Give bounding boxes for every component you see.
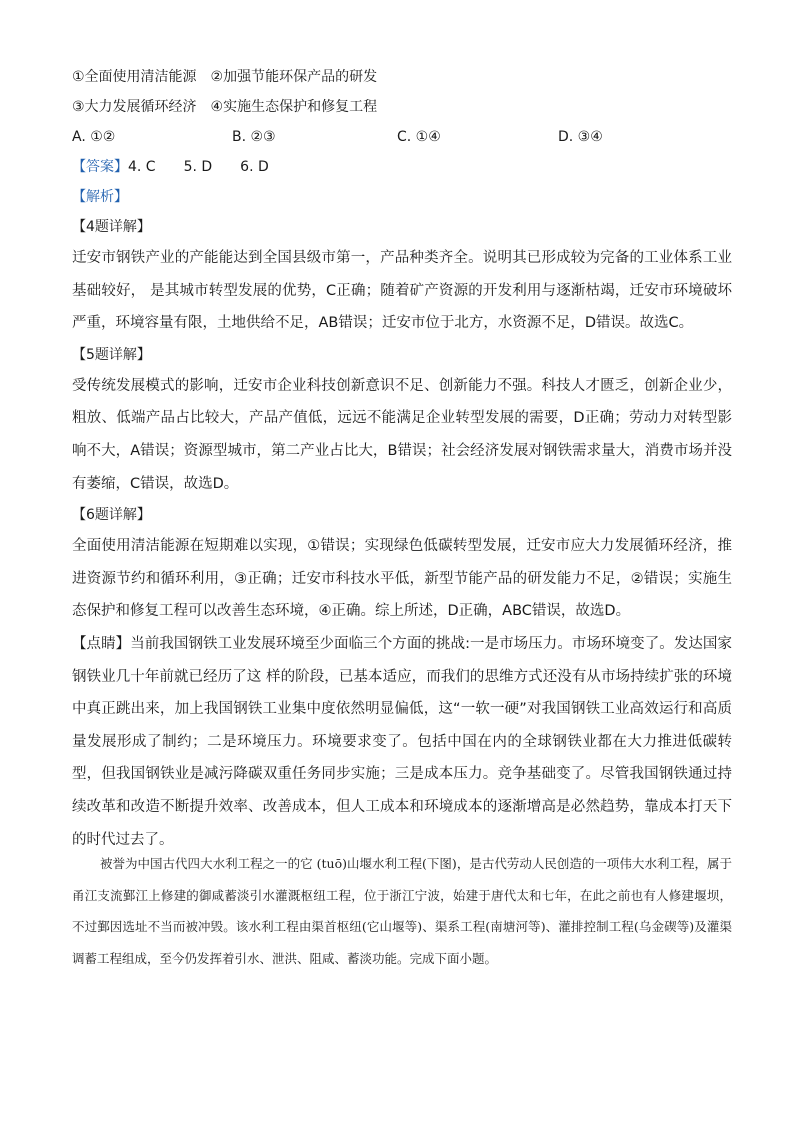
- choice-row-2: ③大力发展循环经济 ④实施生态保护和修复工程: [72, 99, 378, 115]
- note-tag: 【点睛】: [72, 635, 131, 652]
- option-b: B. ②③: [232, 129, 276, 145]
- choice-row-1: ①全面使用清洁能源 ②加强节能环保产品的研发: [72, 69, 378, 85]
- q6-heading: 【6题详解】: [72, 507, 151, 524]
- q4-heading: 【4题详解】: [72, 219, 151, 235]
- q6-explanation: 全面使用清洁能源在短期难以实现，①错误；实现绿色低碳转型发展，迁安市应大力发展循环经济，推进资源节约和循环利用，③正确；迁安市科技水平低，新型节能产品的研发能力不足，②错误；实施生态保护和修复工程可以改善生态环境，④正确。综上所述，D正确，ABC错误，故选D。: [72, 538, 732, 620]
- option-c: C. ①④: [397, 129, 441, 145]
- q5-heading: 【5题详解】: [72, 346, 151, 363]
- option-row: [72, 122, 732, 152]
- q4-explanation: 迁安市钢铁产业的产能能达到全国县级市第一，产品种类齐全。说明其已形成较为完备的工业体系工业基础较好， 是其城市转型发展的优势，C正确；随着矿产资源的开发利用与逐渐枯竭，迁安市环境破坏严重，环境容量有限，土地供给不足，AB错误；迁安市位于北方，水资源不足，D错误。故选C。: [72, 250, 732, 332]
- analysis-tag: 【解析】: [72, 189, 128, 205]
- answer-text: 4. C 5. D 6. D: [128, 159, 269, 175]
- document-body: [72, 62, 732, 856]
- answer-line: [72, 152, 732, 182]
- note-text: 当前我国钢铁工业发展环境至少面临三个方面的挑战:一是市场压力。市场环境变了。发达国家钢铁业几十年前就已经历了这 样的阶段，已基本适应，而我们的思维方式还没有从市场持续扩张的环境中真正跳出来，加上我国钢铁工业集中度依然明显偏低，这“一软一硬”对我国钢铁工业高效运行和高质量发展形成了制约；二是环境压力。环境要求变了。包括中国在内的全球钢铁业都在大力推进低碳转型，但我国钢铁业是减污降碳双重任务同步实施；三是成本压力。竞争基础变了。尽管我国钢铁通过持续改革和改造不断提升效率、改善成本，但人工成本和环境成本的逐渐增高是必然趋势，靠成本打天下的时代过去了。: [72, 635, 732, 848]
- reading-passage: 被誉为中国古代四大水利工程之一的它 (tuō)山堰水利工程(下图)，是古代劳动人民创造的一项伟大水利工程，属于甬江支流鄞江上修建的御咸蓄淡引水灌溉枢纽工程，位于浙江宁波，始建于唐代太和七年，在此之前也有人修建堰坝，不过鄞因选址不当而被冲毁。该水利工程由渠首枢纽(它山堰等)、渠系工程(南塘河等)、灌排控制工程(乌金碶等)及灌渠调蓄工程组成，至今仍发挥着引水、泄洪、阻咸、蓄淡功能。完成下面小题。: [72, 856, 732, 966]
- option-d: D. ③④: [558, 129, 603, 145]
- note-paragraph: [72, 628, 732, 856]
- option-a: A. ①②: [72, 129, 116, 145]
- q5-explanation: 受传统发展模式的影响，迁安市企业科技创新意识不足、创新能力不强。科技人才匮乏，创新企业少，粗放、低端产品占比较大，产品产值低，远远不能满足企业转型发展的需要，D正确；劳动力对转型影响不大，A错误；资源型城市，第二产业占比大，B错误；社会经济发展对钢铁需求量大，消费市场并没有萎缩，C错误，故选D。: [72, 377, 732, 492]
- answer-tag: 【答案】: [72, 159, 128, 175]
